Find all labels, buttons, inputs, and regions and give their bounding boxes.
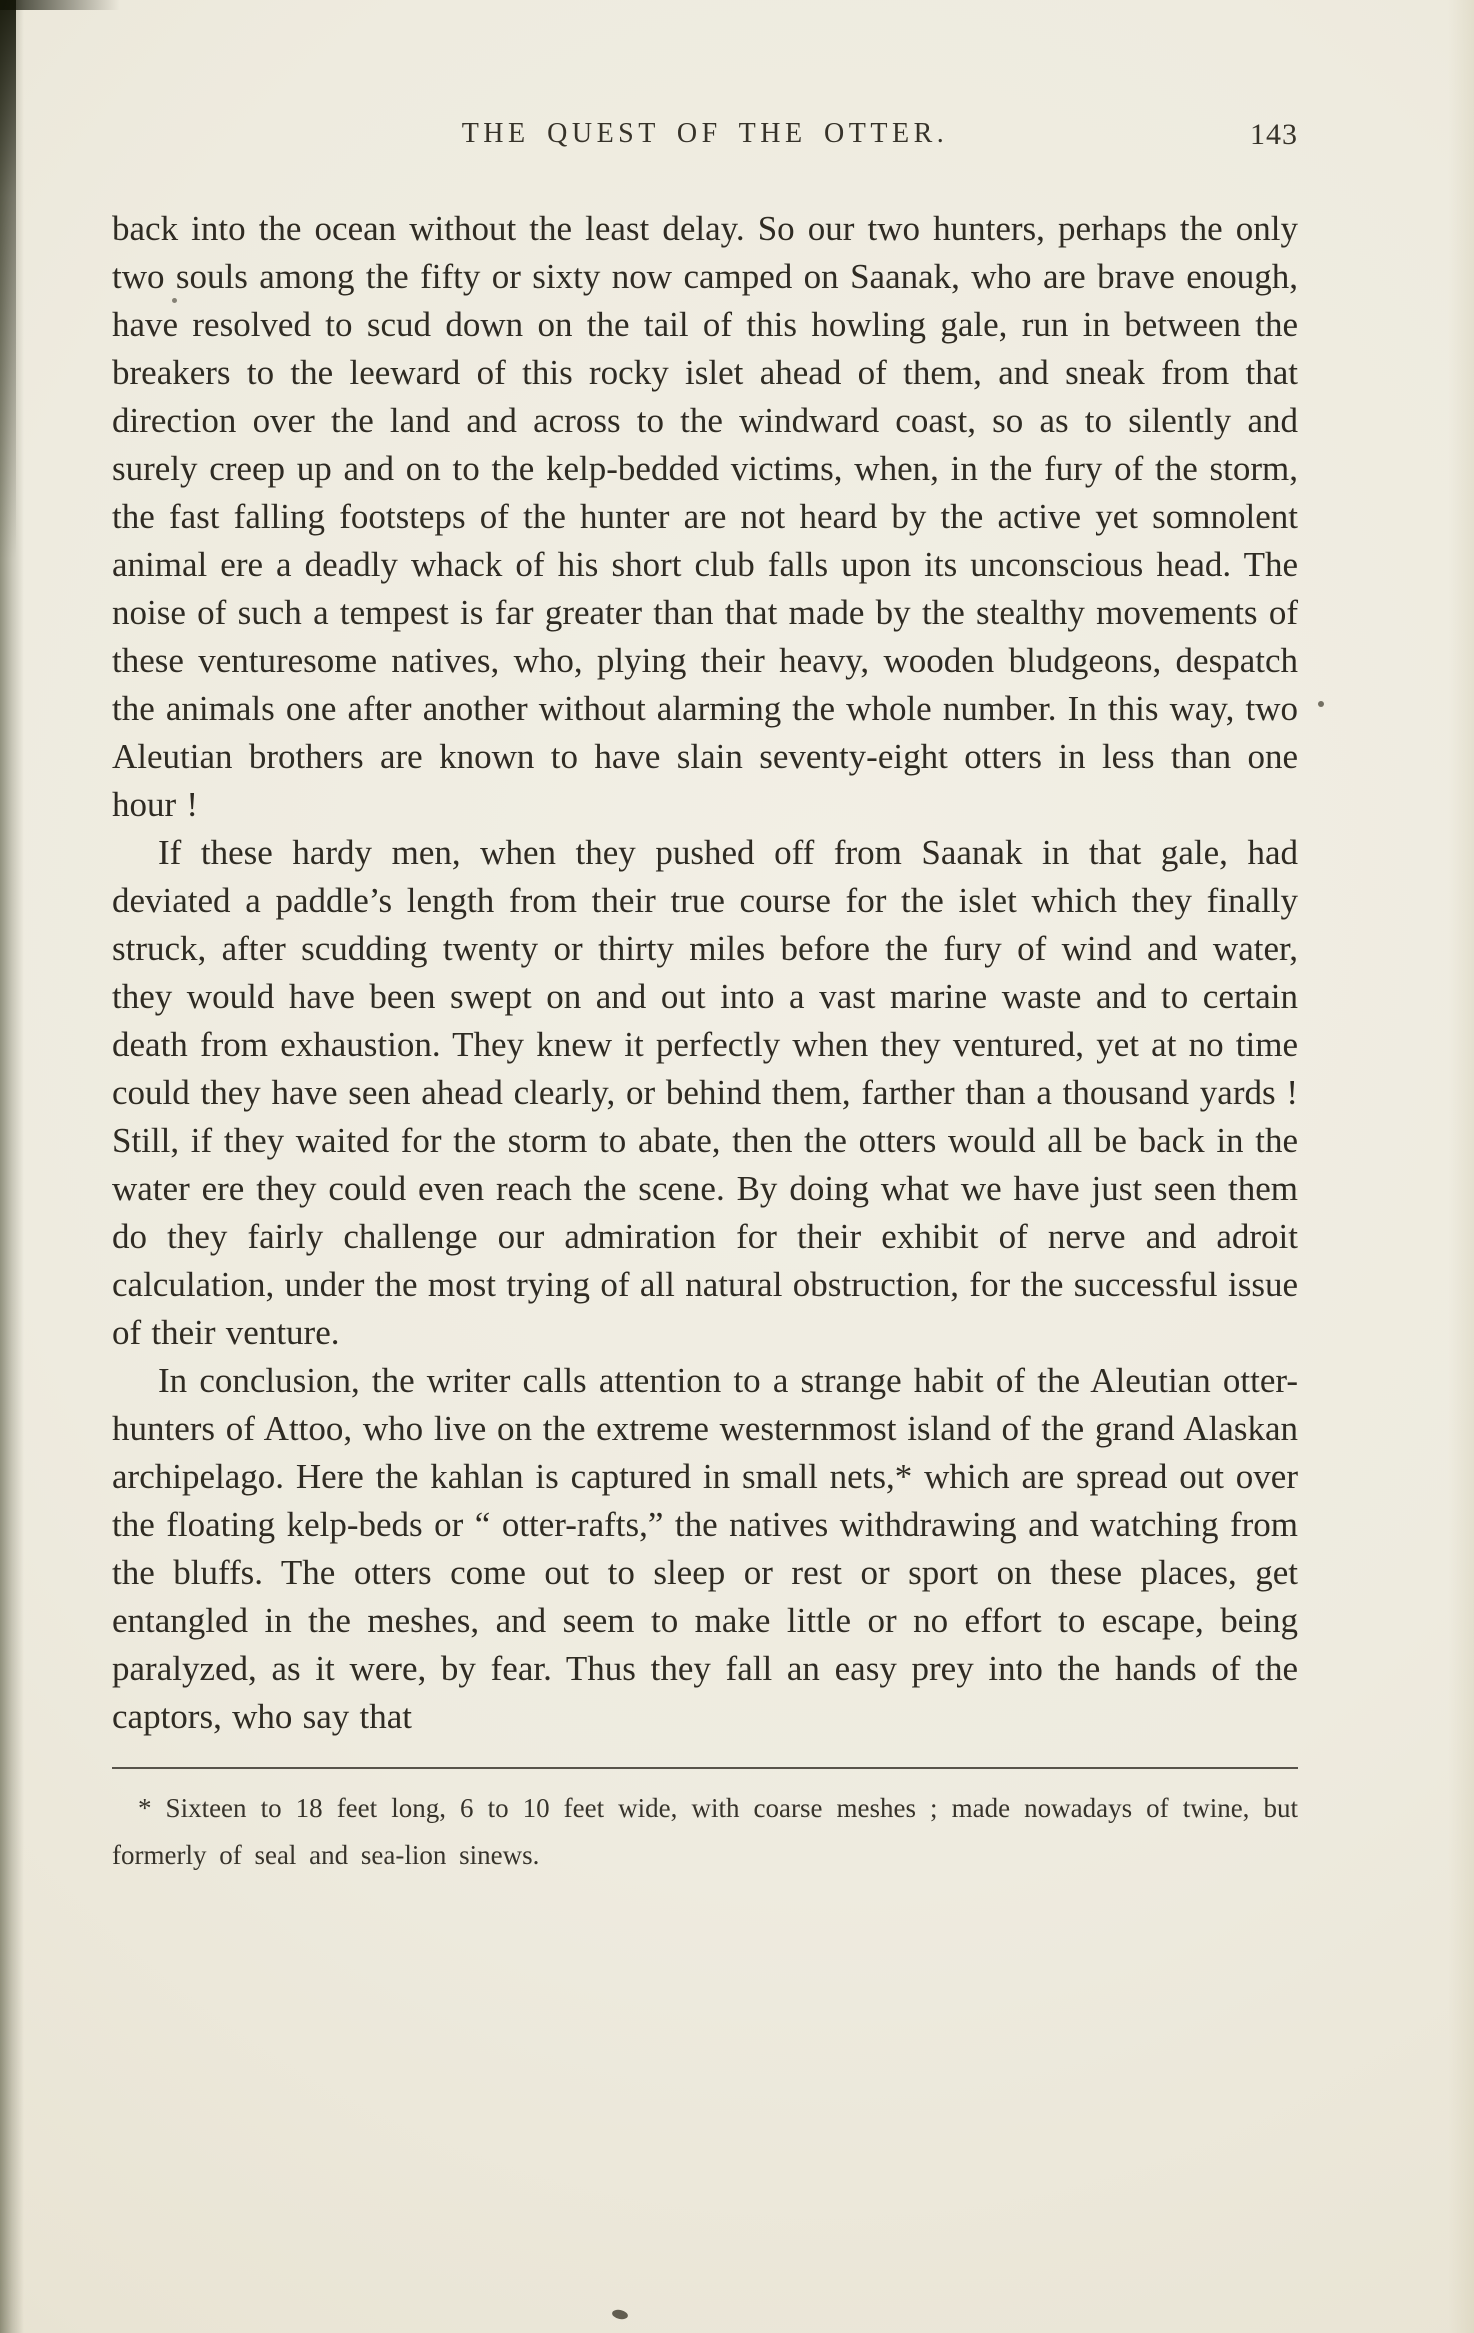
running-title: THE QUEST OF THE OTTER. <box>461 118 949 149</box>
paragraph: In conclusion, the writer calls attention to a strange habit of the Aleutian otter-hunters of Attoo, who live on the extreme westernmost island of the grand Alaskan archipelago. Here the kahlan is captured in small nets,* which are spread out over the floating kelp-beds or “ otter-rafts,” the natives withdrawing and watching from the bluffs. The otters come out to sleep or rest or sport on these places, get entangled in the meshes, and seem to make little or no effort to escape, being paralyzed, as it were, by fear. Thus they fall an easy prey into the hands of the captors, who say that <box>112 1361 1298 1736</box>
text-block <box>112 118 1298 1879</box>
scan-edge-tint <box>1448 0 1474 2333</box>
ink-speck <box>611 2308 629 2320</box>
ink-speck <box>1318 701 1324 707</box>
page-number: 143 <box>1250 118 1298 151</box>
paragraph: If these hardy men, when they pushed off from Saanak in that gale, had deviated a paddle’s length from their true course for the islet which they finally struck, after scudding twenty or thirty miles before the fury of wind and water, they would have been swept on and out into a vast marine waste and to certain death from exhaustion. They knew it perfectly when they ventured, yet at no time could they have seen ahead clearly, or behind them, farther than a thousand yards ! Still, if they waited for the storm to abate, then the otters would all be back in the water ere they could even reach the scene. By doing what we have just seen them do they fairly challenge our admiration for their exhibit of nerve and adroit calculation, under the most trying of all natural obstruction, for the successful issue of their venture. <box>112 833 1298 1352</box>
paragraph-continuation: back into the ocean without the least delay. So our two hunters, perhaps the only two souls among the fifty or sixty now camped on Saanak, who are brave enough, have resolved to scud down on the tail of this howling gale, run in between the breakers to the leeward of this rocky islet ahead of them, and sneak from that direction over the land and across to the windward coast, so as to silently and surely creep up and on to the kelp-bedded victims, when, in the fury of the storm, the fast falling footsteps of the hunter are not heard by the active yet somnolent animal ere a deadly whack of his short club falls upon its unconscious head. The noise of such a tempest is far greater than that made by the stealthy movements of these venturesome natives, who, plying their heavy, wooden bludgeons, despatch the animals one after another without alarming the whole number. In this way, two Aleutian brothers are known to have slain seventy-eight otters in less than one hour ! <box>112 209 1298 824</box>
running-head <box>112 118 1298 160</box>
scan-edge-shadow <box>0 0 120 10</box>
footnote-text: * Sixteen to 18 feet long, 6 to 10 feet wide, with coarse meshes ; made nowadays of twine, but formerly of seal and sea-lion sinews. <box>112 1793 1298 1870</box>
footnote-separator <box>112 1767 1298 1769</box>
